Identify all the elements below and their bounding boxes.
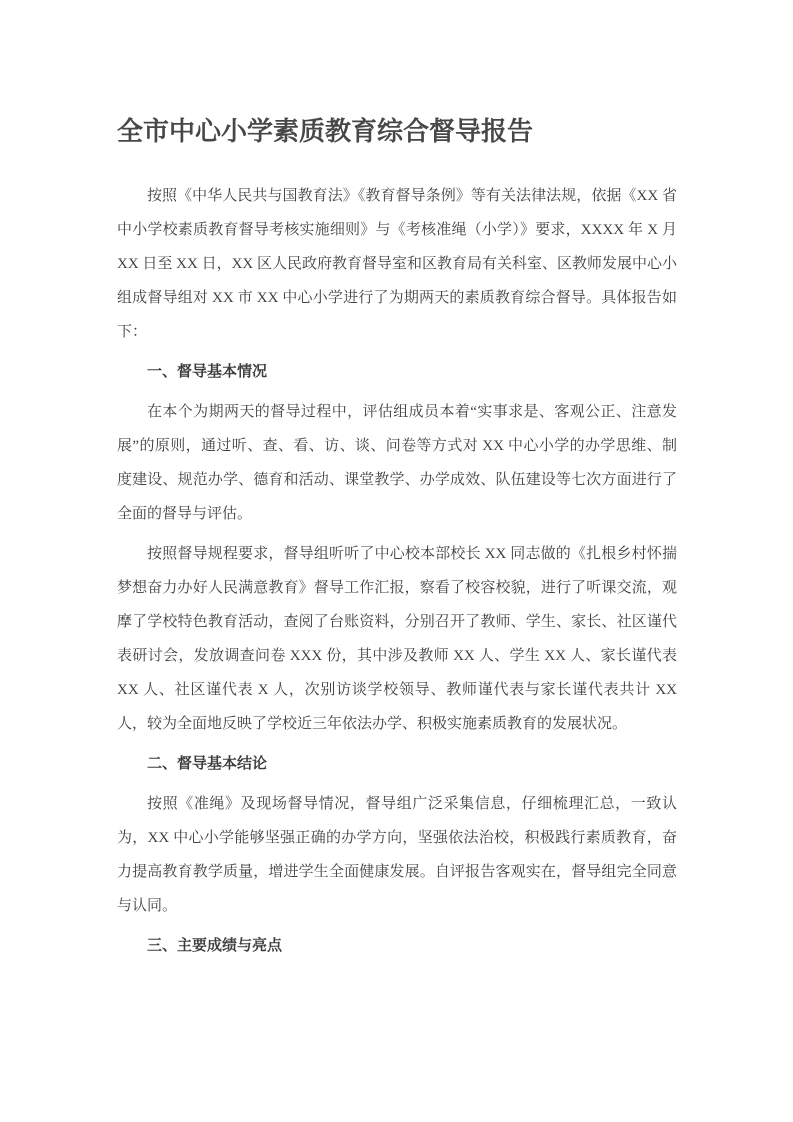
document-title: 全市中心小学素质教育综合督导报告 bbox=[117, 116, 534, 146]
section-heading-2: 二、督导基本结论 bbox=[147, 755, 268, 772]
body-paragraph: 按照《中华人民共与国教育法》《教育督导条例》等有关法律法规，依据《XX 省中小学校素质教育督导考核实施细则》与《考核准绳（小学）》要求，XXXX 年 X 月 XX 日至 XX 日，XX 区人民政府教育督导室和区教育局有关科室、区教师发展中心小组成督导组对 XX 市 XX 中心小学进行了为期两天的素质教育综合督导。具体报告如下： bbox=[117, 188, 677, 340]
body-paragraph: 按照督导规程要求，督导组听听了中心校本部校长 XX 同志做的《扎根乡村怀揣梦想奋力办好人民满意教育》督导工作汇报，察看了校容校貌，进行了听课交流，观摩了学校特色教育活动，查阅了台账资料，分别召开了教师、学生、家长、社区谨代表研讨会，发放调查问卷 XXX 份，其中涉及教师 XX 人、学生 XX 人、家长谨代表 XX 人、社区谨代表 X 人，次别访谈学校领导、教师谨代表与家长谨代表共计 XX 人，较为全面地反映了学校近三年依法办学、积极实施素质教育的发展状况。 bbox=[117, 546, 677, 732]
section-heading-3: 三、主要成绩与亮点 bbox=[147, 937, 283, 954]
body-paragraph: 在本个为期两天的督导过程中，评估组成员本着“实事求是、客观公正、注意发展”的原则，通过听、查、看、访、谈、问卷等方式对 XX 中心小学的办学思维、制度建设、规范办学、德育和活动、课堂教学、办学成效、队伍建设等七次方面进行了全面的督导与评估。 bbox=[117, 404, 677, 522]
section-heading-1: 一、督导基本情况 bbox=[147, 363, 268, 380]
body-paragraph: 按照《准绳》及现场督导情况，督导组广泛采集信息，仔细梳理汇总，一致认为，XX 中心小学能够坚强正确的办学方向，坚强依法治校，积极践行素质教育，奋力提高教育教学质量，增进学生全面健康发展。自评报告客观实在，督导组完全同意与认同。 bbox=[117, 796, 677, 914]
